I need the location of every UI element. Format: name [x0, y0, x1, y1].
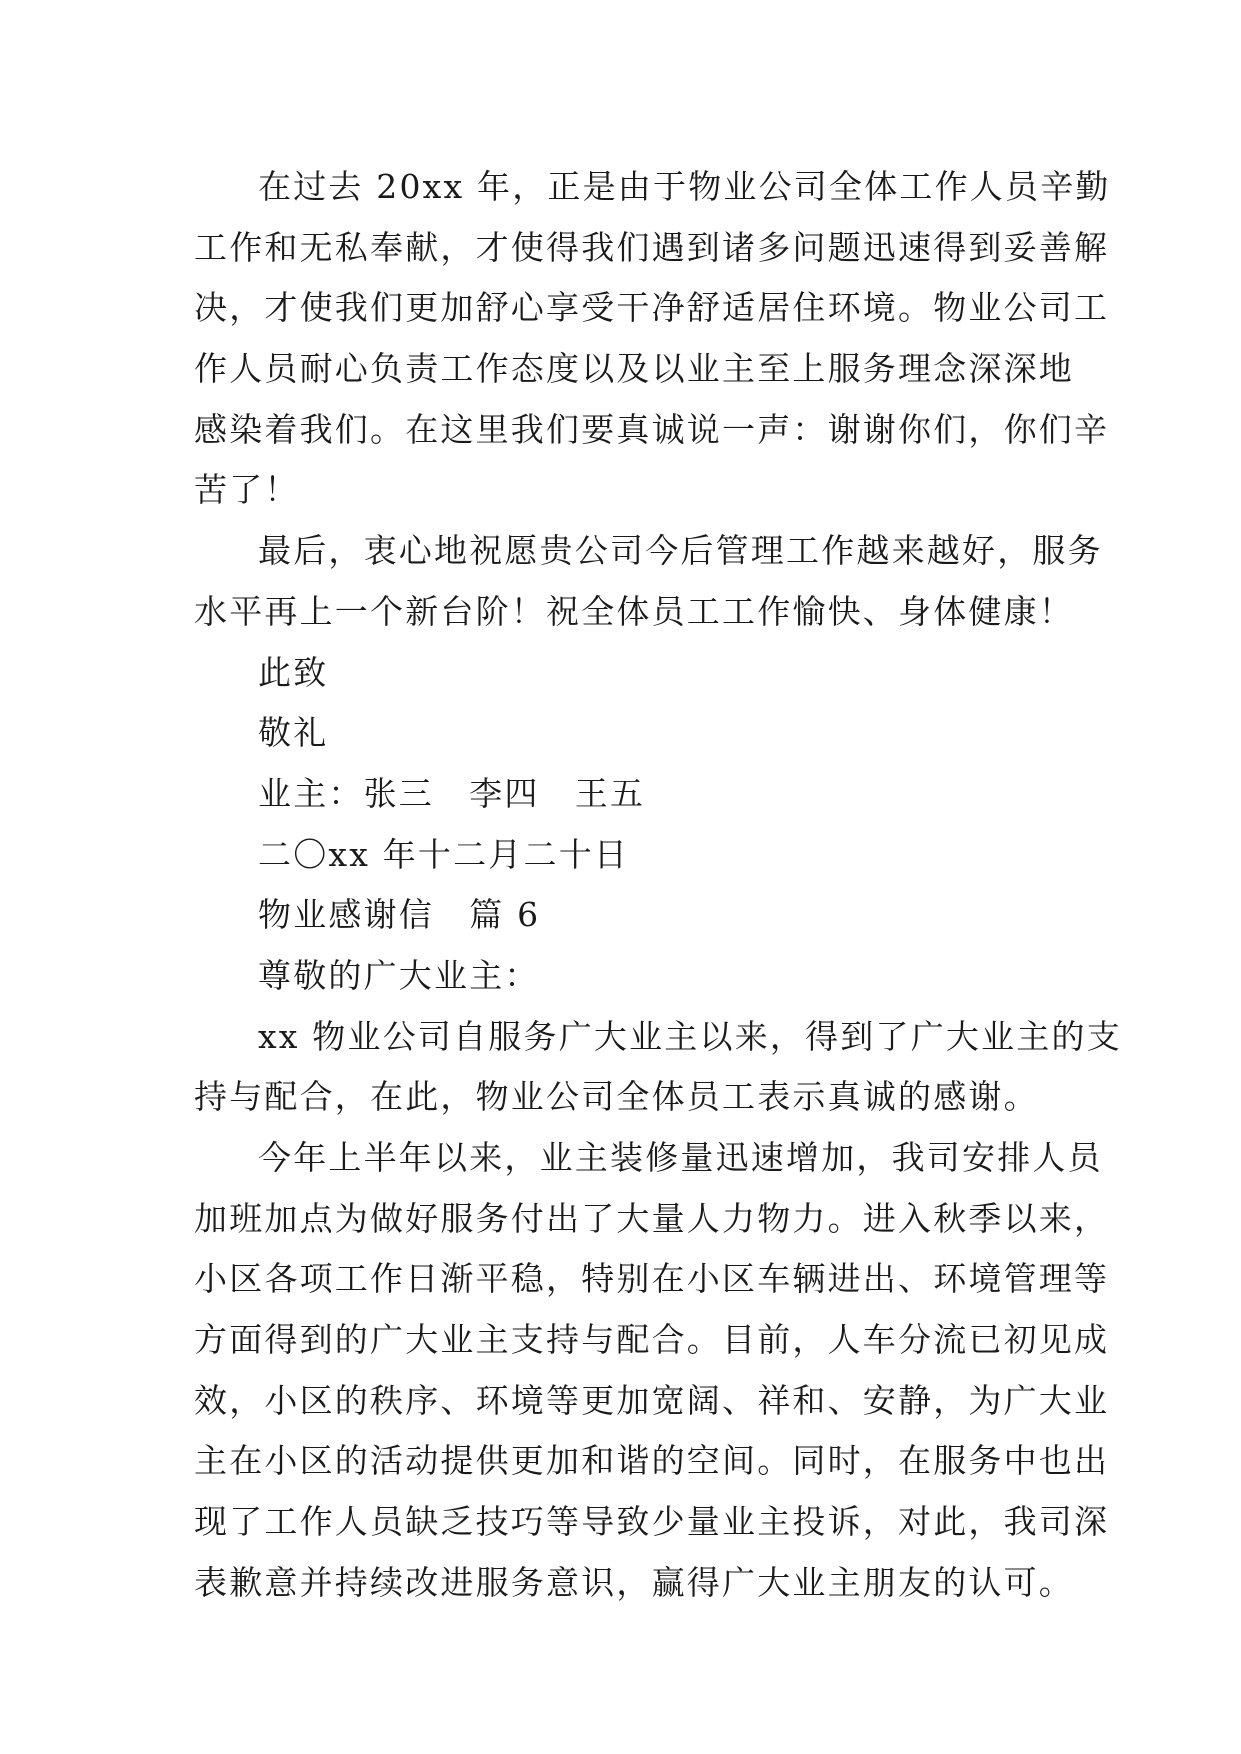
greeting-line: 尊敬的广大业主： — [258, 955, 540, 995]
text-line: 加班加点为做好服务付出了大量人力物力。进入秋季以来， — [194, 1198, 1110, 1238]
closing-regards: 敬礼 — [258, 713, 329, 753]
signature-line: 业主：张三 李四 王五 — [258, 773, 646, 813]
text-line: 最后，衷心地祝愿贵公司今后管理工作越来越好，服务 — [258, 531, 1103, 571]
text-line: 效，小区的秩序、环境等更加宽阔、祥和、安静，为广大业 — [194, 1380, 1110, 1420]
letter-body — [194, 157, 1122, 1614]
text-line: 在过去 20xx 年，正是由于物业公司全体工作人员辛勤 — [258, 167, 1111, 206]
date-line: 二〇xx 年十二月二十日 — [258, 834, 630, 874]
text-line: 感染着我们。在这里我们要真诚说一声：谢谢你们，你们辛 — [194, 409, 1110, 449]
text-line: 今年上半年以来，业主装修量迅速增加，我司安排人员 — [258, 1138, 1103, 1177]
text-line: xx 物业公司自服务广大业主以来，得到了广大业主的支 — [258, 1016, 1122, 1056]
text-line: 表歉意并持续改进服务意识，赢得广大业主朋友的认可。 — [194, 1562, 1074, 1602]
text-line: 主在小区的活动提供更加和谐的空间。同时，在服务中也出 — [194, 1441, 1110, 1481]
text-line: 方面得到的广大业主支持与配合。目前，人车分流已初见成 — [194, 1320, 1110, 1360]
text-line: 现了工作人员缺乏技巧等导致少量业主投诉，对此，我司深 — [194, 1502, 1110, 1542]
text-line: 小区各项工作日渐平稳，特别在小区车辆进出、环境管理等 — [194, 1259, 1110, 1299]
section-title: 物业感谢信 篇 6 — [258, 895, 541, 935]
text-line: 工作和无私奉献，才使得我们遇到诸多问题迅速得到妥善解 — [194, 227, 1110, 267]
text-line: 持与配合，在此，物业公司全体员工表示真诚的感谢。 — [194, 1077, 1039, 1117]
text-line: 苦了！ — [194, 470, 300, 510]
text-line: 决，才使我们更加舒心享受干净舒适居住环境。物业公司工 — [194, 288, 1110, 328]
closing-salutation: 此致 — [258, 652, 329, 692]
text-line: 作人员耐心负责工作态度以及以业主至上服务理念深深地 — [194, 349, 1074, 389]
text-line: 水平再上一个新台阶！祝全体员工工作愉快、身体健康！ — [194, 591, 1074, 631]
